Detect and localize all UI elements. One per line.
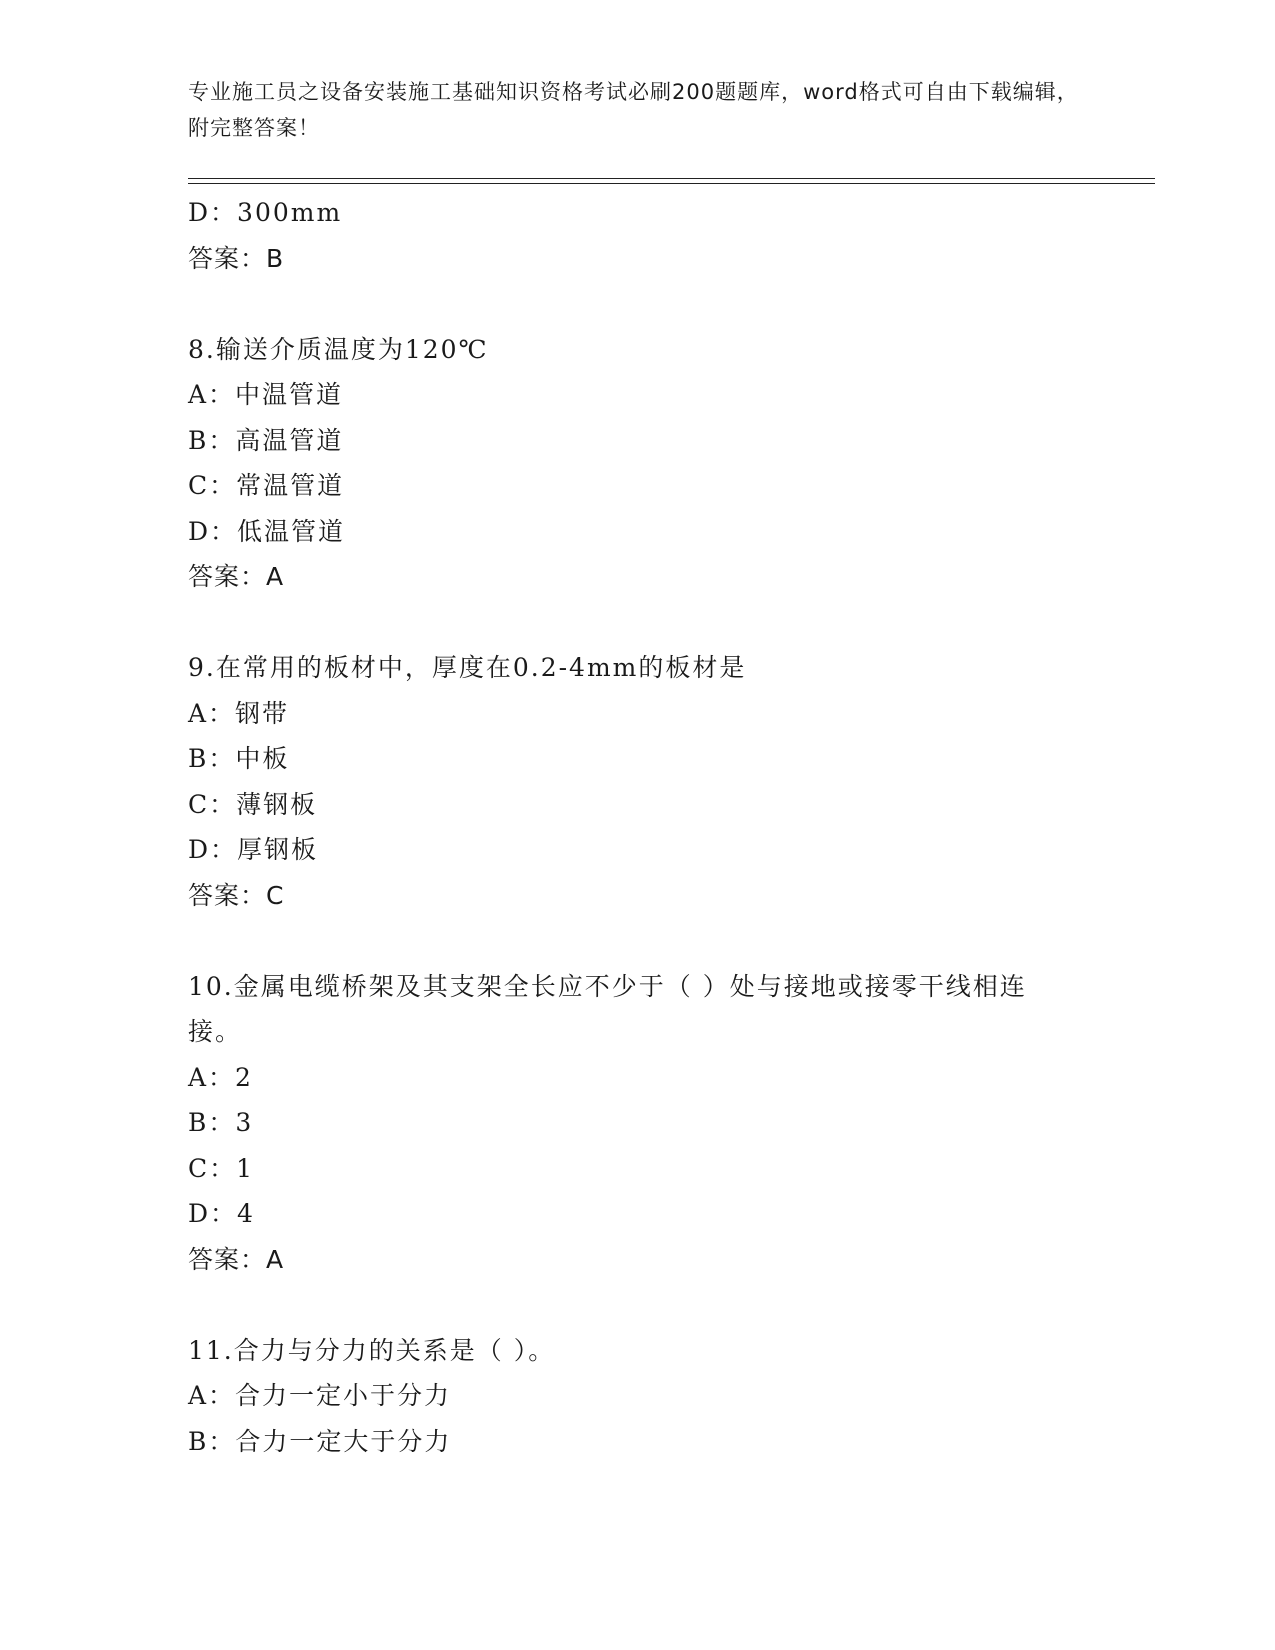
option-a: A：中温管道 [188, 380, 344, 409]
answer-line: 答案：A [188, 562, 285, 591]
option-d: D：4 [188, 1199, 255, 1228]
spacer [188, 281, 1088, 327]
spacer [188, 918, 1088, 964]
answer-line: 答案：A [188, 1244, 285, 1274]
option-b: B：中板 [188, 744, 290, 773]
option-b: B：3 [188, 1108, 254, 1137]
document-header: 专业施工员之设备安装施工基础知识资格考试必刷200题题库，word格式可自由下载编辑，附完整答案！ [188, 80, 1079, 140]
document-body [188, 190, 1088, 1464]
option-d: D：低温管道 [188, 516, 346, 546]
spacer [188, 1282, 1088, 1328]
answer-line: 答案：B [188, 243, 285, 273]
question-10 [188, 964, 1088, 1283]
option-c: C：1 [188, 1153, 255, 1183]
question-9 [188, 645, 1088, 918]
option-b: B：高温管道 [188, 425, 344, 455]
question-stem: 10.金属电缆桥架及其支架全长应不少于（ ）处与接地或接零干线相连接。 [188, 971, 1027, 1046]
question-11 [188, 1328, 1088, 1465]
option-b: B：合力一定大于分力 [188, 1426, 452, 1456]
option-d: D：300mm [188, 198, 343, 227]
spacer [188, 600, 1088, 646]
option-a: A：钢带 [188, 698, 290, 728]
question-stem: 11.合力与分力的关系是（ ）。 [188, 1335, 556, 1365]
question-stem: 9.在常用的板材中，厚度在0.2-4mm的板材是 [188, 653, 747, 682]
answer-line: 答案：C [188, 880, 285, 910]
question-8 [188, 327, 1088, 600]
option-c: C：薄钢板 [188, 789, 318, 819]
option-d: D：厚钢板 [188, 835, 319, 864]
header-rule-bottom [188, 183, 1155, 184]
header-rule-top [188, 178, 1155, 179]
question-stem: 8.输送介质温度为120℃ [188, 334, 489, 364]
option-a: A：合力一定小于分力 [188, 1381, 452, 1410]
option-a: A：2 [188, 1062, 253, 1092]
option-c: C：常温管道 [188, 471, 345, 500]
